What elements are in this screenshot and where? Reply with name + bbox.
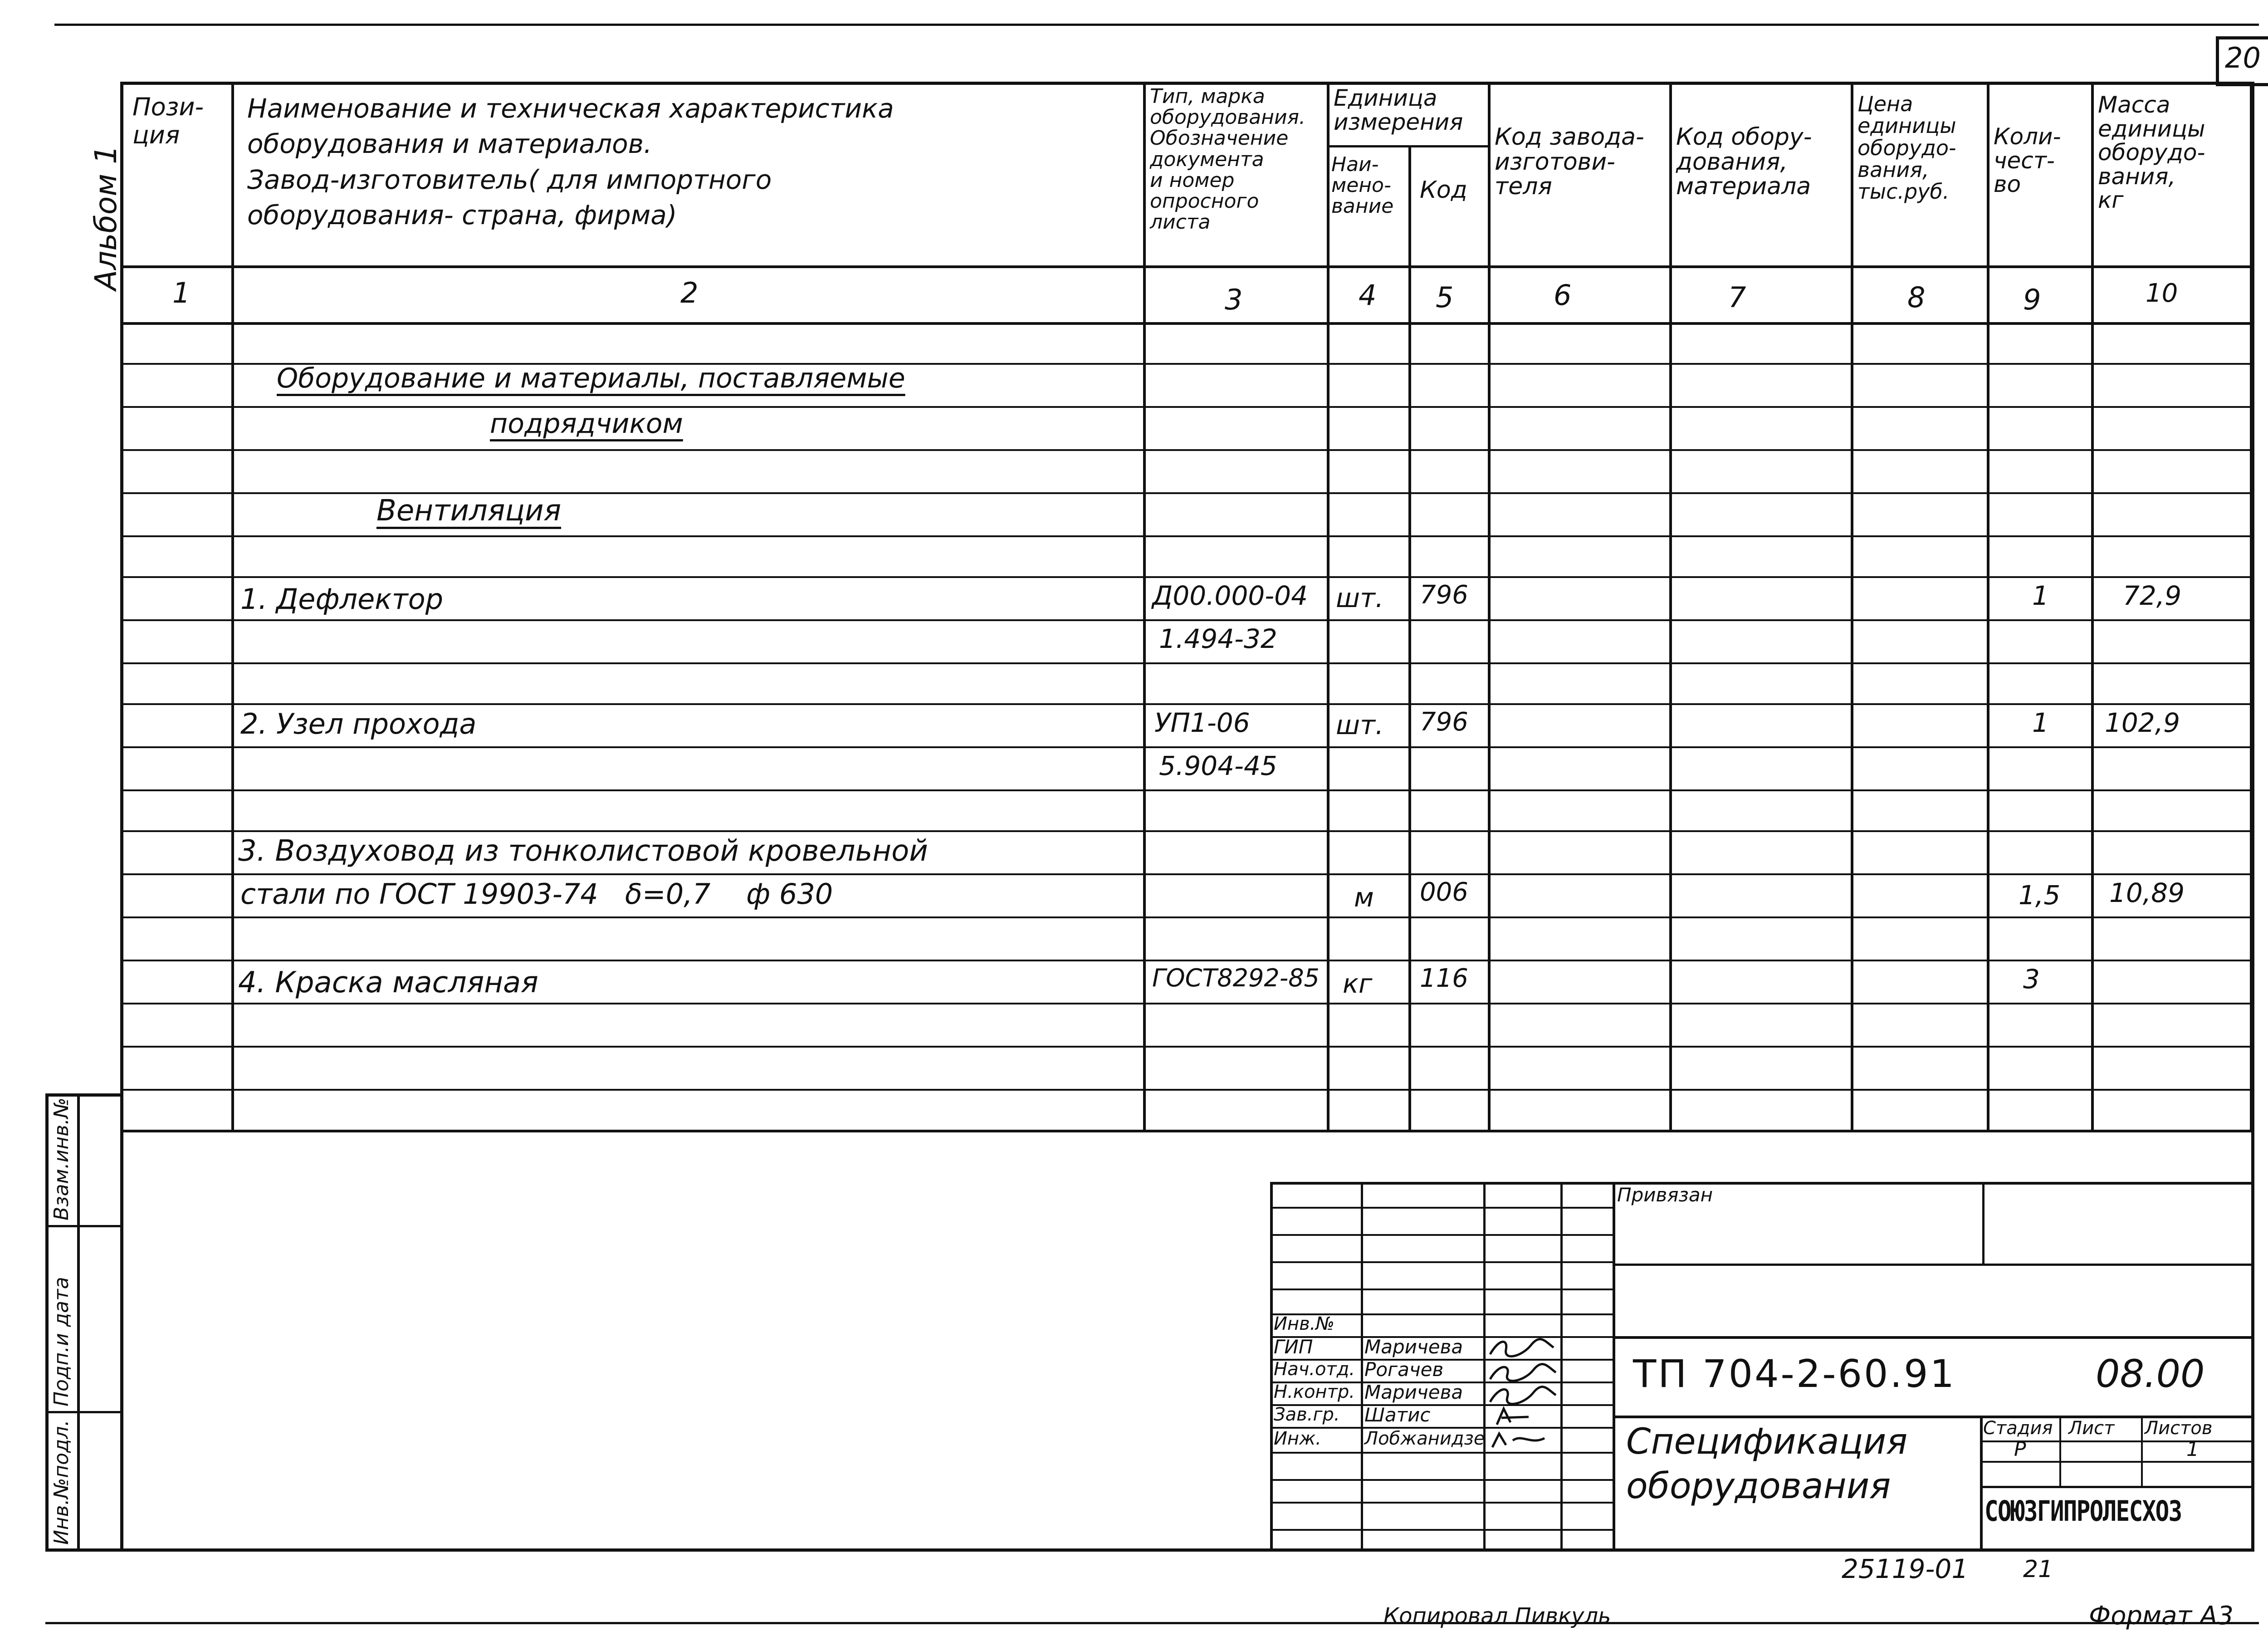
header-quantity: Коли- чест- во [1994,123,2061,197]
tb-project-code: ТП 704-2-60.91 [1633,1352,1956,1396]
item-2-doc: 5.904-45 [1159,750,1277,781]
item-2-code: 796 [1420,707,1468,737]
item-2-name: 2. Узел прохода [240,707,477,740]
side-stamp-replaced: Взам.инв.№ [50,1097,73,1220]
item-1-qty: 1 [2032,580,2049,611]
side-stamp-sign-date: Подп.и дата [50,1277,73,1406]
tb-mark: 08.00 [2096,1352,2205,1396]
item-1-doc: 1.494-32 [1159,623,1277,654]
signature-3 [1490,1387,1556,1404]
footer-format: Формат А3 [2089,1601,2234,1631]
tb-role-2: Нач.отд. [1274,1359,1355,1380]
item-1-name: 1. Дефлектор [240,583,444,616]
sheet-top-line [54,24,2259,26]
item-4-type: ГОСТ8292-85 [1152,964,1320,992]
footer-copied: Копировал Пивкуль [1383,1603,1611,1629]
header-name: Наименование и техническая характеристика оборудования и материалов. Завод-изготовитель( для импортного оборудования- страна, фирма) [247,93,894,230]
tb-inv-no: Инв.№ [1274,1313,1334,1334]
col-number-10: 10 [2146,279,2178,308]
tb-role-1: ГИП [1274,1336,1313,1358]
tb-sheets: 1 [2186,1438,2199,1461]
side-stamp-inv: Инв.№подл. [50,1420,73,1545]
corner-sheet-number: 20 [2225,41,2261,74]
item-3-name-line1: 3. Воздуховод из тонколистовой кровельной [238,834,928,868]
item-4-unit: кг [1343,968,1373,999]
col-number-2: 2 [680,276,699,309]
signature-4 [1497,1409,1529,1425]
item-3-unit: м [1354,882,1374,913]
signatures [1486,1336,1563,1450]
tb-stage: Р [2014,1438,2026,1461]
item-2-mass: 102,9 [2105,707,2180,738]
signature-5 [1492,1434,1545,1447]
col-number-9: 9 [2023,283,2041,316]
col-number-8: 8 [1907,281,1926,314]
item-2-unit: шт. [1336,710,1384,740]
tb-name-5: Лобжанидзе [1364,1428,1485,1449]
item-2-type: УП1-06 [1154,707,1250,738]
section-supplied-line1: Оборудование и материалы, поставляемые [277,363,905,394]
col-number-6: 6 [1554,279,1572,312]
tb-sheet-label: Лист [2068,1418,2115,1439]
item-4-name: 4. Краска масляная [238,966,538,999]
item-1-mass: 72,9 [2123,580,2182,611]
item-1-unit: шт. [1336,583,1384,613]
signature-1 [1490,1339,1554,1357]
section-ventilation: Вентиляция [376,494,562,528]
item-4-qty: 3 [2023,964,2040,995]
item-4-code: 116 [1420,964,1468,993]
header-price: Цена единицы оборудо- вания, тыс.руб. [1857,92,1956,204]
tb-name-1: Маричева [1364,1336,1463,1358]
tb-name-3: Маричева [1364,1381,1463,1403]
item-3-qty: 1,5 [2019,880,2061,911]
item-3-name-line2: стали по ГОСТ 19903-74 δ=0,7 ф 630 [240,877,833,911]
tb-role-3: Н.контр. [1274,1382,1355,1402]
header-equipment-code: Код обору- дования, материала [1676,123,1812,201]
header-type: Тип, марка оборудования. Обозначение документа и номер опросного листа [1150,85,1305,234]
header-factory-code: Код завода- изготови- теля [1495,123,1644,201]
item-1-code: 796 [1420,580,1468,610]
tb-role-4: Зав.гр. [1274,1404,1340,1425]
album-label: Альбом 1 [88,145,123,290]
footer-order: 25119-01 [1842,1553,1969,1584]
item-3-code: 006 [1420,877,1468,907]
footer-page: 21 [2023,1556,2053,1583]
tb-name-4: Шатис [1364,1404,1431,1426]
signature-2 [1490,1364,1556,1381]
item-1-type: Д00.000-04 [1152,580,1308,611]
item-2-qty: 1 [2032,707,2049,738]
col-number-5: 5 [1436,281,1454,314]
tb-privyazan: Привязан [1617,1184,1713,1206]
col-number-4: 4 [1359,279,1377,312]
col-number-7: 7 [1728,281,1746,314]
tb-stage-label: Стадия [1983,1418,2053,1439]
tb-title: Спецификация оборудования [1626,1421,1908,1507]
tb-role-5: Инж. [1274,1428,1321,1449]
section-supplied-line2: подрядчиком [490,408,683,440]
header-unit-code: Код [1420,176,1467,204]
tb-sheets-label: Листов [2145,1418,2213,1439]
bottom-rule [45,1622,2259,1624]
header-unit-group: Единица измерения [1334,85,1463,135]
col-number-1: 1 [172,276,191,309]
header-mass: Масса единицы оборудо- вания, кг [2098,92,2205,213]
header-position: Пози- ция [132,93,204,150]
tb-name-2: Рогачев [1364,1358,1444,1381]
col-number-3: 3 [1225,283,1243,316]
tb-organization: СОЮЗГИПРОЛЕСХОЗ [1984,1494,2182,1528]
header-unit-name: Наи- мено- вание [1331,153,1394,218]
item-3-mass: 10,89 [2109,877,2185,908]
